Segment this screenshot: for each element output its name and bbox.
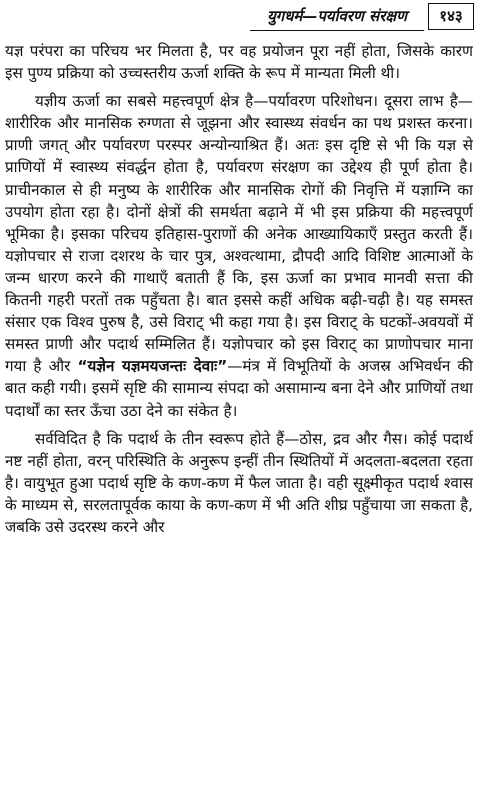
page-number: १४३ bbox=[428, 3, 474, 30]
header-rule bbox=[250, 30, 424, 31]
mantra-quote: “यज्ञेन यज्ञमयजन्तः देवाः” bbox=[77, 357, 228, 376]
paragraph-2-text-before: यज्ञीय ऊर्जा का सबसे महत्त्वपूर्ण क्षेत्र है—पर्यावरण परिशोधन। दूसरा लाभ है—शारीरिक और मानसिक रुग्णता से जूझना और स्वास्थ्य संवर्धन का पथ प्रशस्त करना। प्राणी जगत् और पर्यावरण परस्पर अन्योन्याश्रित हैं। अतः इस दृष्टि से भी कि यज्ञ से प्राणियों में स्वास्थ्य संवर्द्धन होता है, पर्यावरण संरक्षण का उद्देश्य ही पूर्ण होता है। प्राचीनकाल से ही मनुष्य के शारीरिक और मानसिक रोगों की निवृत्ति में यज्ञाग्नि का उपयोग होता रहा है। दोनों क्षेत्रों की समर्थता बढ़ाने में भी इस प्रक्रिया की महत्त्वपूर्ण भूमिका है। इसका परिचय इतिहास-पुराणों की अनेक आख्यायिकाएँ प्रस्तुत करती हैं। यज्ञोपचार से राजा दशरथ के चार पुत्र, अश्वत्थामा, द्रौपदी आदि विशिष्ट आत्माओं के जन्म धारण करने की गाथाएँ बताती हैं कि, इस ऊर्जा का प्रभाव मानवी सत्ता की कितनी गहरी परतों तक पहुँचता है। बात इससे कहीं अधिक बढ़ी-चढ़ी है। यह समस्त संसार एक विश्व पुरुष है, उसे विराट् भी कहा गया है। इस विराट् के घटकों-अवयवों में समस्त प्राणी और पदार्थ सम्मिलित हैं। यज्ञोपचार को इस विराट् का प्राणोपचार माना गया है और bbox=[5, 92, 473, 376]
running-header bbox=[0, 0, 480, 34]
header-title: युगधर्म—पर्यावरण संरक्षण bbox=[267, 7, 407, 25]
paragraph-2-text-after: —मंत्र में विभूतियों के अजस्र अभिवर्धन की बात कही गयी। इसमें सृष्टि की सामान्य संपदा को असामान्य बना देने और प्राणियों तथा पदार्थों का स्तर ऊँचा उठा देने का संकेत है। bbox=[5, 357, 473, 420]
body-text bbox=[5, 40, 473, 792]
paragraph-2 bbox=[5, 90, 473, 421]
paragraph-1: यज्ञ परंपरा का परिचय भर मिलता है, पर वह प्रयोजन पूरा नहीं होता, जिसके कारण इस पुण्य प्रक्रिया को उच्चस्तरीय ऊर्जा शक्ति के रूप में मान्यता मिली थी। bbox=[5, 42, 473, 83]
paragraph-3: सर्वविदित है कि पदार्थ के तीन स्वरूप होते हैं—ठोस, द्रव और गैस। कोई पदार्थ नष्ट नहीं होता, वरन् परिस्थिति के अनुरूप इन्हीं तीन स्थितियों में अदलता-बदलता रहता है। वायुभूत हुआ पदार्थ सृष्टि के कण-कण में फैल जाता है। वही सूक्ष्मीकृत पदार्थ श्वास के माध्यम से, सरलतापूर्वक काया के कण-कण में भी अति शीघ्र पहुँचाया जा सकता है, जबकि उसे उदरस्थ करने और bbox=[5, 429, 473, 536]
